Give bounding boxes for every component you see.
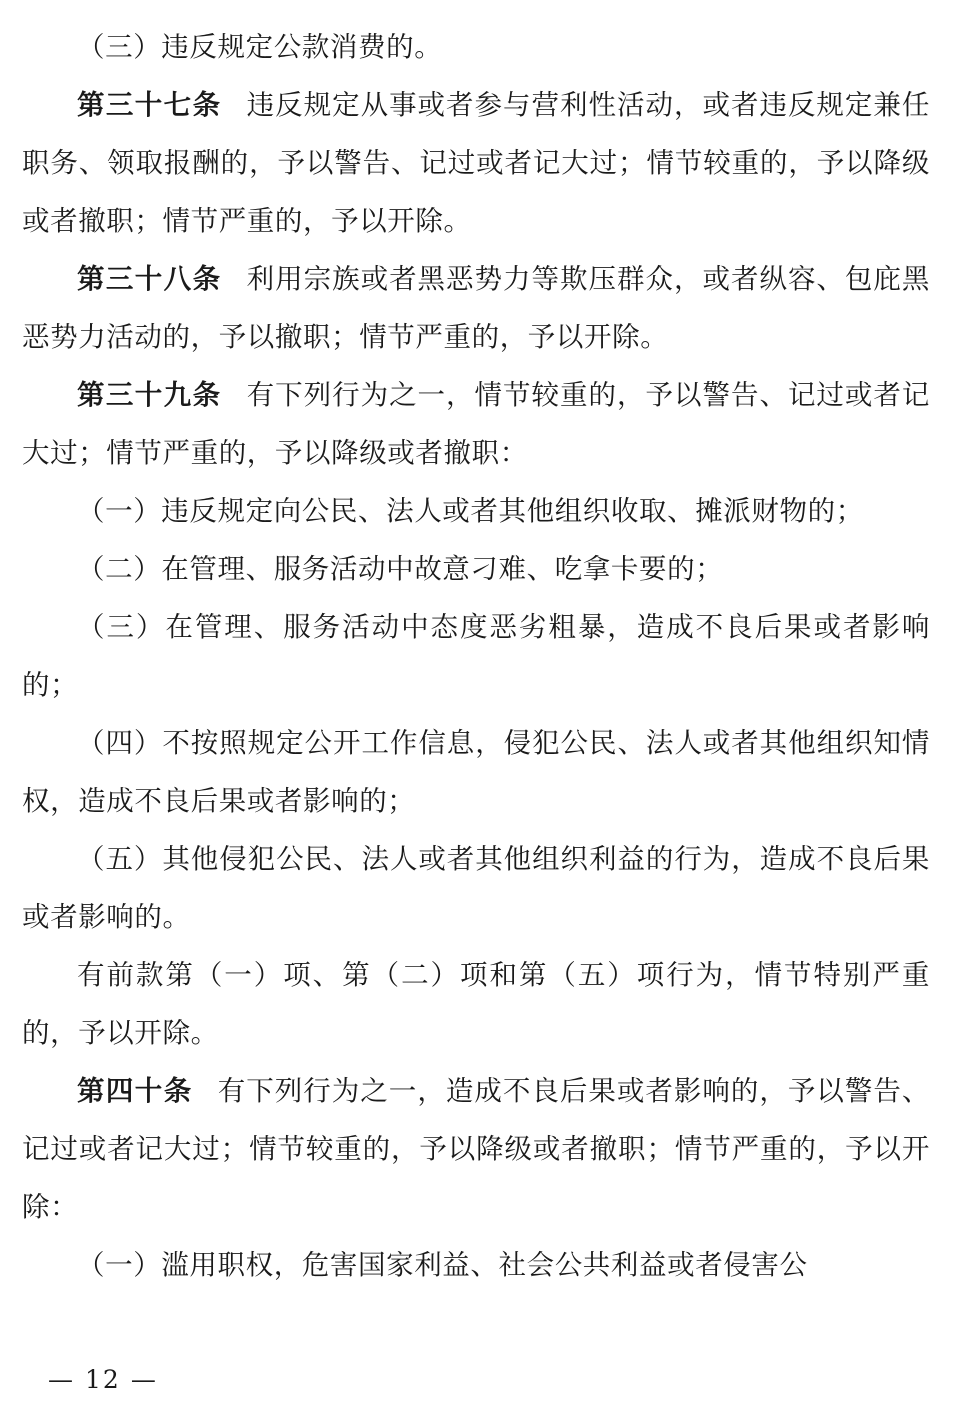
paragraph-text: 有前款第（一）项、第（二）项和第（五）项行为，情节特别严重的，予以开除。: [22, 959, 930, 1049]
paragraph-article-39-item-3: [22, 598, 930, 714]
article-label: 第三十九条: [77, 379, 222, 411]
page-body: [22, 18, 930, 1294]
paragraph-text: （五）其他侵犯公民、法人或者其他组织利益的行为，造成不良后果或者影响的。: [22, 843, 930, 933]
paragraph-article-40-item-1: [22, 1236, 930, 1294]
page-number: 12: [85, 1365, 121, 1394]
paragraph-article-39-item-5: [22, 830, 930, 946]
paragraph-text: （三）违反规定公款消费的。: [77, 31, 443, 63]
paragraph-article-39-item-2: [22, 540, 930, 598]
paragraph-text: 有下列行为之一，情节较重的，予以警告、记过或者记大过；情节严重的，予以降级或者撤职：: [22, 379, 931, 469]
article-label: 第三十七条: [77, 89, 222, 121]
article-label: 第三十八条: [77, 263, 222, 295]
paragraph-text: 利用宗族或者黑恶势力等欺压群众，或者纵容、包庇黑恶势力活动的，予以撤职；情节严重的，予以开除。: [22, 263, 931, 353]
paragraph-article-37: [22, 76, 930, 250]
paragraph-article-39-item-1: [22, 482, 930, 540]
footer-dash-right: —: [130, 1365, 158, 1394]
paragraph-text: 违反规定从事或者参与营利性活动，或者违反规定兼任职务、领取报酬的，予以警告、记过或者记大过；情节较重的，予以降级或者撤职；情节严重的，予以开除。: [22, 89, 931, 237]
paragraph-article-39: [22, 366, 930, 482]
paragraph-text: （一）违反规定向公民、法人或者其他组织收取、摊派财物的；: [77, 495, 864, 527]
paragraph-article-39-item-4: [22, 714, 930, 830]
paragraph-text: 有下列行为之一，造成不良后果或者影响的，予以警告、记过或者记大过；情节较重的，予以降级或者撤职；情节严重的，予以开除：: [22, 1075, 931, 1223]
paragraph-article-39-tail: [22, 946, 930, 1062]
paragraph-item-37-3: [22, 18, 930, 76]
paragraph-article-38: [22, 250, 930, 366]
footer-dash-left: —: [48, 1365, 75, 1394]
page-footer: [0, 1365, 958, 1394]
paragraph-article-40: [22, 1062, 930, 1236]
paragraph-text: （四）不按照规定公开工作信息，侵犯公民、法人或者其他组织知情权，造成不良后果或者影响的；: [22, 727, 930, 817]
paragraph-text: （二）在管理、服务活动中故意刁难、吃拿卡要的；: [77, 553, 724, 585]
article-label: 第四十条: [77, 1075, 193, 1107]
paragraph-text: （三）在管理、服务活动中态度恶劣粗暴，造成不良后果或者影响的；: [22, 611, 930, 701]
paragraph-text: （一）滥用职权，危害国家利益、社会公共利益或者侵害公: [77, 1249, 808, 1281]
